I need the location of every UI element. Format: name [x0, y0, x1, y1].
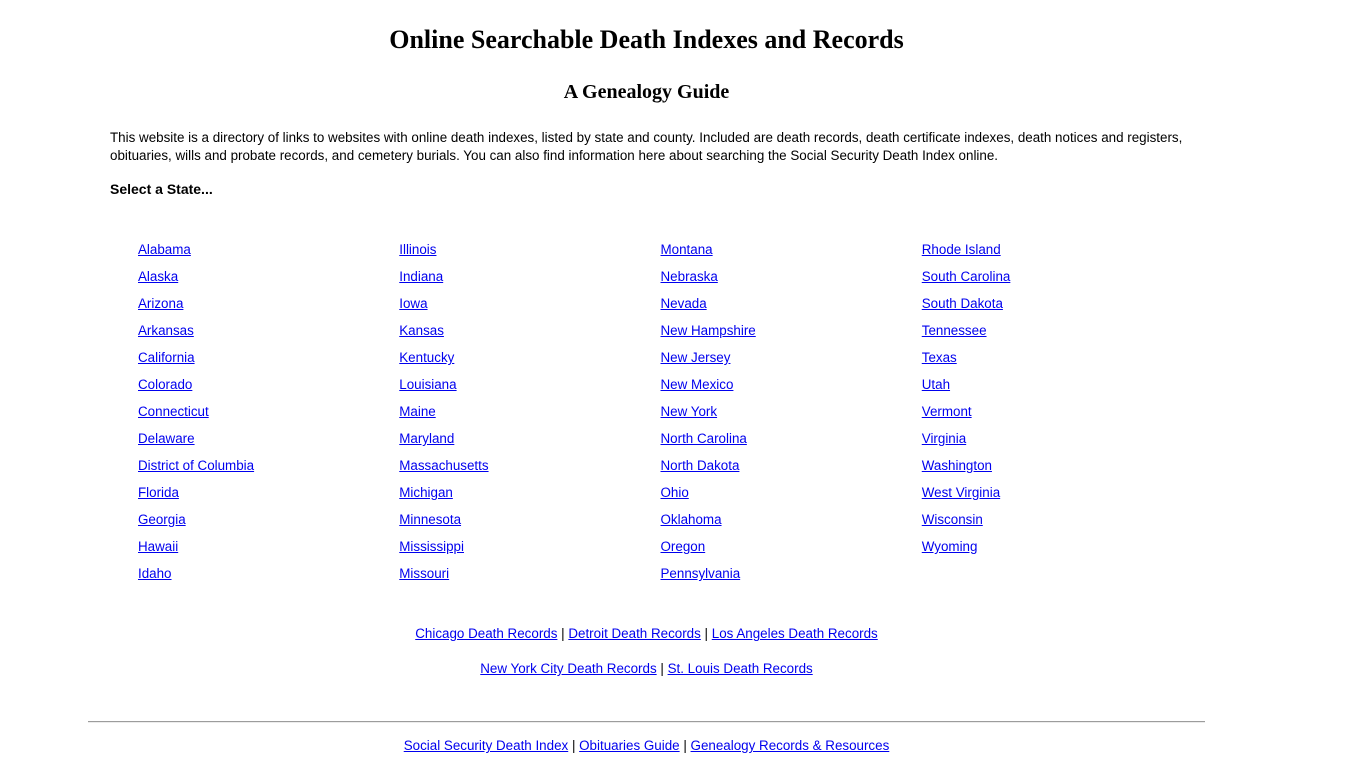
- state-item: [138, 452, 399, 479]
- state-item: [138, 317, 399, 344]
- state-item: [661, 236, 922, 263]
- states-column: [661, 236, 922, 587]
- link-chicago-death-records[interactable]: Chicago Death Records: [415, 626, 558, 641]
- state-item: [661, 290, 922, 317]
- page-subtitle: A Genealogy Guide: [563, 81, 730, 103]
- state-item: [399, 398, 660, 425]
- state-link-oklahoma[interactable]: Oklahoma: [660, 512, 722, 527]
- state-link-new-jersey[interactable]: New Jersey: [660, 350, 731, 365]
- state-item: [138, 533, 399, 560]
- link-separator: |: [700, 626, 712, 641]
- state-item: [922, 479, 1183, 506]
- footer-divider: [88, 721, 1205, 723]
- state-item: [922, 533, 1183, 560]
- state-link-pennsylvania[interactable]: Pennsylvania: [660, 566, 741, 581]
- state-item: [399, 344, 660, 371]
- link-separator: |: [568, 738, 580, 753]
- state-link-tennessee[interactable]: Tennessee: [921, 323, 987, 338]
- state-item: [399, 560, 660, 587]
- state-link-north-carolina[interactable]: North Carolina: [660, 431, 747, 446]
- state-link-missouri[interactable]: Missouri: [399, 566, 450, 581]
- link-social-security-death-index[interactable]: Social Security Death Index: [403, 738, 569, 753]
- state-link-alaska[interactable]: Alaska: [138, 269, 179, 284]
- state-link-kentucky[interactable]: Kentucky: [399, 350, 455, 365]
- state-link-virginia[interactable]: Virginia: [921, 431, 967, 446]
- state-link-california[interactable]: California: [138, 350, 195, 365]
- state-link-massachusetts[interactable]: Massachusetts: [399, 458, 489, 473]
- state-item: [399, 425, 660, 452]
- state-item: [138, 560, 399, 587]
- state-link-vermont[interactable]: Vermont: [921, 404, 972, 419]
- state-link-west-virginia[interactable]: West Virginia: [921, 485, 1001, 500]
- state-item: [138, 371, 399, 398]
- state-link-alabama[interactable]: Alabama: [138, 242, 191, 257]
- state-item: [922, 236, 1183, 263]
- page: [88, 25, 1205, 754]
- select-state-heading: Select a State...: [110, 181, 213, 197]
- state-link-iowa[interactable]: Iowa: [399, 296, 428, 311]
- intro-text: This website is a directory of links to websites with online death indexes, listed by state and county. Included are death records, death certificate indexes, death notices and registers, obituaries, wills and probate records, and cemetery burials. You can also find information here about searching the Social Security Death Index online.: [110, 130, 1183, 163]
- state-link-utah[interactable]: Utah: [921, 377, 951, 392]
- state-item: [399, 290, 660, 317]
- state-item: [922, 317, 1183, 344]
- state-link-hawaii[interactable]: Hawaii: [138, 539, 179, 554]
- state-link-delaware[interactable]: Delaware: [138, 431, 195, 446]
- state-item: [399, 263, 660, 290]
- state-link-south-dakota[interactable]: South Dakota: [921, 296, 1003, 311]
- state-link-idaho[interactable]: Idaho: [138, 566, 172, 581]
- state-link-district-of-columbia[interactable]: District of Columbia: [138, 458, 255, 473]
- state-link-ohio[interactable]: Ohio: [660, 485, 689, 500]
- state-link-arizona[interactable]: Arizona: [138, 296, 184, 311]
- state-link-kansas[interactable]: Kansas: [399, 323, 444, 338]
- state-item: [399, 479, 660, 506]
- state-item: [138, 479, 399, 506]
- state-link-wyoming[interactable]: Wyoming: [921, 539, 978, 554]
- state-item: [661, 398, 922, 425]
- city-links-row-2: [110, 661, 1183, 677]
- link-genealogy-records-resources[interactable]: Genealogy Records & Resources: [690, 738, 890, 753]
- state-item: [399, 452, 660, 479]
- state-link-georgia[interactable]: Georgia: [138, 512, 186, 527]
- state-link-nebraska[interactable]: Nebraska: [660, 269, 718, 284]
- state-link-indiana[interactable]: Indiana: [399, 269, 444, 284]
- state-item: [399, 236, 660, 263]
- state-item: [661, 371, 922, 398]
- state-item: [138, 263, 399, 290]
- state-link-maryland[interactable]: Maryland: [399, 431, 455, 446]
- states-list: [138, 236, 1183, 587]
- page-title: Online Searchable Death Indexes and Records: [389, 25, 904, 54]
- state-link-colorado[interactable]: Colorado: [138, 377, 193, 392]
- state-link-washington[interactable]: Washington: [921, 458, 992, 473]
- state-link-arkansas[interactable]: Arkansas: [138, 323, 194, 338]
- state-item: [661, 452, 922, 479]
- link-separator: |: [557, 626, 569, 641]
- state-item: [138, 398, 399, 425]
- state-item: [399, 533, 660, 560]
- state-link-new-york[interactable]: New York: [660, 404, 718, 419]
- link-new-york-city-death-records[interactable]: New York City Death Records: [480, 661, 657, 676]
- state-item: [661, 560, 922, 587]
- state-item: [922, 344, 1183, 371]
- state-item: [922, 371, 1183, 398]
- state-link-maine[interactable]: Maine: [399, 404, 436, 419]
- state-link-michigan[interactable]: Michigan: [399, 485, 453, 500]
- state-link-wisconsin[interactable]: Wisconsin: [921, 512, 983, 527]
- state-link-minnesota[interactable]: Minnesota: [399, 512, 462, 527]
- city-links-row-1: [110, 626, 1183, 642]
- state-link-florida[interactable]: Florida: [138, 485, 179, 500]
- state-item: [138, 344, 399, 371]
- state-item: [922, 263, 1183, 290]
- link-st-louis-death-records[interactable]: St. Louis Death Records: [667, 661, 813, 676]
- state-link-oregon[interactable]: Oregon: [660, 539, 706, 554]
- state-link-connecticut[interactable]: Connecticut: [138, 404, 209, 419]
- state-item: [138, 236, 399, 263]
- state-link-rhode-island[interactable]: Rhode Island: [921, 242, 1001, 257]
- state-link-nevada[interactable]: Nevada: [660, 296, 707, 311]
- state-item: [138, 290, 399, 317]
- state-item: [922, 506, 1183, 533]
- state-item: [399, 506, 660, 533]
- state-link-illinois[interactable]: Illinois: [399, 242, 437, 257]
- link-detroit-death-records[interactable]: Detroit Death Records: [568, 626, 701, 641]
- state-link-new-mexico[interactable]: New Mexico: [660, 377, 734, 392]
- state-item: [138, 425, 399, 452]
- states-column: [138, 236, 399, 587]
- link-separator: |: [679, 738, 691, 753]
- link-los-angeles-death-records[interactable]: Los Angeles Death Records: [711, 626, 878, 641]
- state-item: [922, 398, 1183, 425]
- state-item: [922, 290, 1183, 317]
- state-link-louisiana[interactable]: Louisiana: [399, 377, 457, 392]
- state-item: [661, 479, 922, 506]
- state-item: [399, 317, 660, 344]
- state-item: [661, 344, 922, 371]
- footer-links: [110, 738, 1183, 754]
- state-item: [399, 371, 660, 398]
- state-item: [138, 506, 399, 533]
- state-item: [661, 425, 922, 452]
- state-item: [661, 317, 922, 344]
- state-item: [661, 506, 922, 533]
- state-link-south-carolina[interactable]: South Carolina: [921, 269, 1011, 284]
- state-link-texas[interactable]: Texas: [921, 350, 957, 365]
- link-obituaries-guide[interactable]: Obituaries Guide: [579, 738, 680, 753]
- state-item: [661, 263, 922, 290]
- link-separator: |: [656, 661, 668, 676]
- state-item: [922, 425, 1183, 452]
- state-link-mississippi[interactable]: Mississippi: [399, 539, 464, 554]
- states-column: [399, 236, 660, 587]
- state-item: [922, 452, 1183, 479]
- state-link-new-hampshire[interactable]: New Hampshire: [660, 323, 756, 338]
- states-column: [922, 236, 1183, 587]
- state-link-north-dakota[interactable]: North Dakota: [660, 458, 740, 473]
- state-link-montana[interactable]: Montana: [660, 242, 713, 257]
- state-item: [661, 533, 922, 560]
